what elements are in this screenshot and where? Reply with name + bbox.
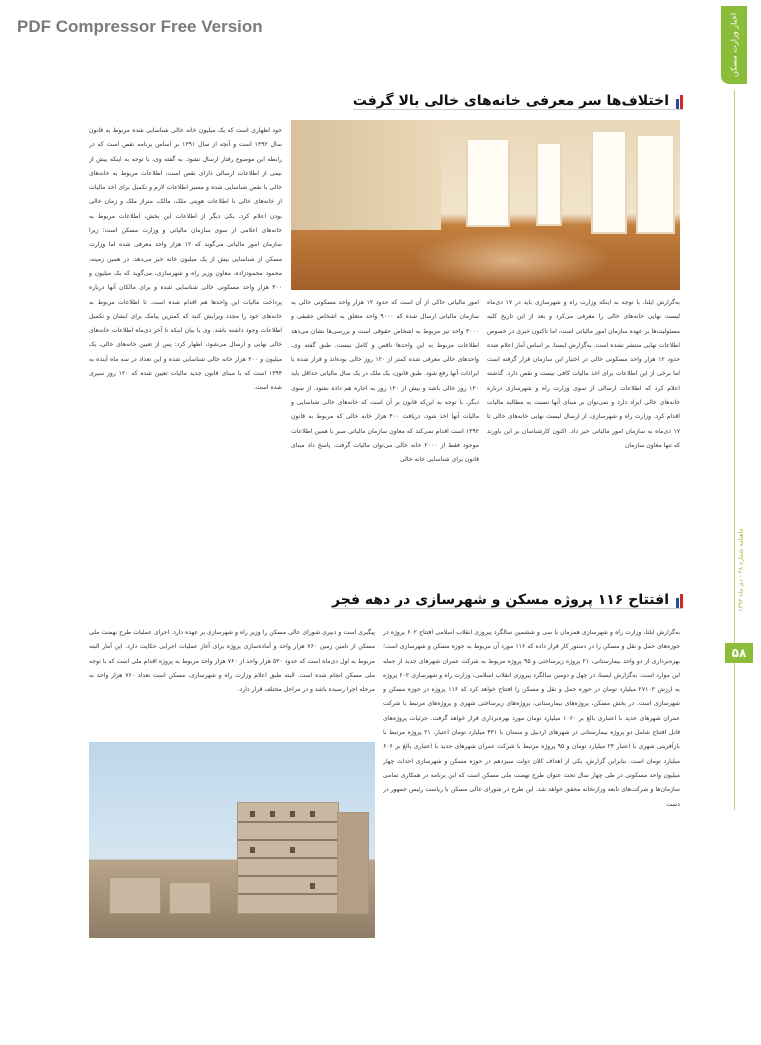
photo-window <box>636 134 675 234</box>
title-bars-icon <box>675 592 683 608</box>
photo-window <box>591 130 627 234</box>
section-tab <box>721 6 747 84</box>
article1-column-left: خود اظهاری است که یک میلیون خانه خالی شناسایی شده مربوط به قانون سال ۱۳۹۲ است و آنچه از سال ۱۳۹۱ بر اساس برنامه نقص است که در رابطه این موضوع رفتار ارسال نشود. به گفته وی، با توجه به اینکه بیش از نیمی از اطلاعات ارسالی دارای نقص است، اطلاعات مربوط به خانه‌های خالی با نقص شناسایی شده و مسیر اطلاعات لازم و تکمیل برای اخذ مالیات از خانه‌های خالی با اطلاعات هویتی ملک، مالک، متراژ ملک و زمان خالی بودن اعلام کرد. یکی دیگر از اطلاعات این بخش، اطلاعات مربوط به خانه‌های اعلامی از سوی سازمان مالیاتی و وزارت مسکن است؛ زیرا سازمان امور مالیاتی می‌گوید که ۱۲ هزار واحد معرفی شده اما وزارت مسکن از شناسایی بیش از یک میلیون خانه خبر می‌دهد. در همین زمینه، محمود محمودزاده، معاون وزیر راه و شهرسازی، می‌گوید که یک میلیون و ۳۰۰ هزار واحد مسکونی خالی شناسایی شده و برای مالکان آنها درباره پرداخت مالیات این واحدها هم اقدام شده است. تا اطلاعات مربوط به خانه‌های خود را مجدد ویرایش کنند که کمترین پیامک برای ایشان و تکمیل اطلاعات وجود داشته باشد. وی با بیان اینکه تا آخر دی‌ماه اطلاعات خانه‌های خالی نهایی و ارسال می‌شود، اظهار کرد: پس از تعیین خانه‌های خالی، یک میلیون و ۲۰۰ هزار خانه خالی شناسایی شده و این تعداد در سه ماه آینده به ۱۳۹۴ است که با مبنای قانون جدید مالیات تعیین شده که ۱۲۰ روز سپری شده است. <box>89 127 282 392</box>
page-number: ۵۸ <box>725 643 753 663</box>
housing-project-photo <box>89 742 375 938</box>
photo-building-distant <box>169 882 211 914</box>
title-bars-icon <box>675 93 683 109</box>
article1-column-right: به‌گزارش ایلنا، با توجه به اینکه وزارت راه و شهرسازی باید در ۱۷ دی‌ماه لیست نهایی خانه‌های خالی را معرفی می‌کرد و بعد از این تاریخ کلیه مسئولیت‌ها بر عهده سازمان امور مالیاتی است، اما تاکنون خبری در خصوص اطلاعات نهایی منتشر نشده است. به‌گزارش ایسنا، بر اساس آمار اعلام شده حدود ۱۲ هزار واحد مسکونی خالی در اختیار این سازمان قرار گرفته است اما برخی از این اطلاعات برای اخذ مالیات کافی نیست و نقص دارد. گذشته اعلام کرد که اطلاعات ارسالی از سوی وزارت راه و شهرسازی درباره خانه‌های خالی ایراد دارد و نمی‌توان بر مبنای آنها نسبت به مطالبه مالیات اقدام کرد. وزارت راه و شهرسازی، از ارسال لیست نهایی خانه‌های خالی تا ۱۷ دی‌ماه به سازمان امور مالیاتی خبر داد. اکنون کارشناسان بر این باورند که تنها معاون سازمان <box>487 299 680 449</box>
article1-title <box>353 93 683 110</box>
issue-info <box>734 480 748 660</box>
photo-window <box>536 142 562 226</box>
photo-wall <box>291 120 441 230</box>
photo-building-distant <box>109 877 161 914</box>
photo-floor-light <box>411 230 611 290</box>
issue-info-label: ماهنامه شماره ۴۸ - دی ماه ۱۳۹۳ <box>737 528 745 612</box>
article2-column-left: پیگیری است و دبیری شورای عالی مسکن را وزیر راه و شهرسازی بر عهده دارد. اجرای عملیات طرح نهضت ملی مسکن از تامین زمین ۷۶۰ هزار واحد و آماده‌سازی پروژه برای آغاز عملیات اجرایی حکایت دارد. این آمار البته مربوط به اول دی‌ماه است که حدود ۵۳۰ هزار واحد از ۷۶۰ هزار واحد مربوط به پروژه اقدام ملی است که با توجه ملی مسکن انجام شده است. البته طبق اعلام وزارت راه و شهرسازی، مسکن است تعداد ۷۶۰ هزار واحد به مرحله اجرا رسیده باشد و در مراحل مختلف قرار دارد. <box>89 629 375 694</box>
watermark-text: PDF Compressor Free Version <box>17 17 263 36</box>
article2-title-text: افتتاح ۱۱۶ پروژه مسکن و شهرسازی در دهه فجر <box>332 592 669 608</box>
photo-building <box>237 802 339 914</box>
article2-column-right: به‌گزارش ایلنا، وزارت راه و شهرسازی همزمان با سی و ششمین سالگرد پیروزی انقلاب اسلامی افتتاح ۶۰۲ پروژه در حوزه‌های حمل و نقل و مسکن را در دستور کار قرار داده که ۱۱۶ مورد آن مربوط به حوزه مسکن و شهرسازی است؛ بهره‌برداری از دو واحد بیمارستانی، ۲۱ پروژه زیرساختی و ۹۵ پروژه مربوط به شرکت عمران شهرهای جدید از جمله این موارد است. به‌گزارش ایسنا، در چهل و دومین سالگرد پیروزی انقلاب اسلامی، وزارت راه و شهرسازی ۶۰۲ پروژه به ارزش ۲۷۱۰۳ میلیارد تومان در حوزه حمل و نقل و مسکن را افتتاح خواهد کرد که ۱۱۶ پروژه در حوزه مسکن و شهرسازی است. در بخش مسکن، پروژه‌های بیمارستانی، پروژه‌های زیرساختی شهری و پروژه‌های مرتبط با شرکت عمران شهرهای جدید با اعتباری بالغ بر ۱۰۶۰ میلیارد تومان مورد بهره‌برداری قرار خواهد گرفت. جزئیات پروژه‌های قابل افتتاح شامل دو پروژه بیمارستانی در شهرهای اردبیل و سمنان با ۴۳۱ میلیارد تومان اعتبار، ۲۱ پروژه مرتبط با بازآفرینی شهری با اعتبار ۲۴ میلیارد تومان و ۹۵ پروژه مرتبط با شرکت عمران شهرهای جدید با اعتباری بالغ بر ۶۰۶ میلیارد تومان است. بنابراین گزارش، یکی از اهداف کلان دولت سیزدهم در حوزه مسکن و شهرسازی احداث چهار میلیون واحد مسکونی در طی چهار سال تحت عنوان طرح نهضت ملی مسکن است که این برنامه در همکاری تمامی سازمان‌ها و شرکت‌های تابعه وزارتخانه محقق خواهد شد. این طرح در شورای عالی مسکن با ریاست رئیس جمهور در دست <box>383 629 680 808</box>
article1-column-middle: امور مالیاتی حاکی از آن است که حدود ۱۲ هزار واحد مسکونی خالی به سازمان مالیاتی ارسال شده که ۹۰۰۰ واحد متعلق به اشخاص حقیقی و ۳۰۰۰ واحد نیز مربوط به اشخاص حقوقی است و بررسی‌ها نشان می‌دهد اطلاعات مربوط به این واحدها ناقص و کامل نیست. طبق گفته وی، واحدهای خالی معرفی شده کمتر از ۱۲۰ روز خالی بوده‌اند و قرار شده با ایرادات آنها رفع شود. طبق قانون، یک ملک در یک سال مالیاتی حداقل باید ۱۲۰ روز خالی باشد و بیش از ۱۲۰ روز به اجاره هم داده نشود. از سوی دیگر، با توجه به این‌که قانون بر آن است که خانه‌های خالی شناسایی و مالیات آنها اخذ شود، دریافت ۴۰۰ هزار خانه خالی که مربوط به قانون ۱۳۹۲ است اقدام نمی‌کند که معاون سازمان مالیاتی صبر یا همین اطلاعات موجود فقط از ۲۰۰۰ خانه خالی می‌توان مالیات گرفت. پاسخ داد مبنای قانون برای شناسایی خانه خالی <box>291 299 479 464</box>
photo-window <box>466 138 510 227</box>
article1-title-text: اختلاف‌ها سر معرفی خانه‌های خالی بالا گرفت <box>352 93 669 109</box>
side-divider <box>734 90 735 810</box>
section-tab-label: اخبار وزارت مسکن <box>729 12 739 78</box>
empty-apartment-photo <box>291 120 680 290</box>
photo-building-side <box>337 812 369 914</box>
article2-title <box>332 592 683 609</box>
